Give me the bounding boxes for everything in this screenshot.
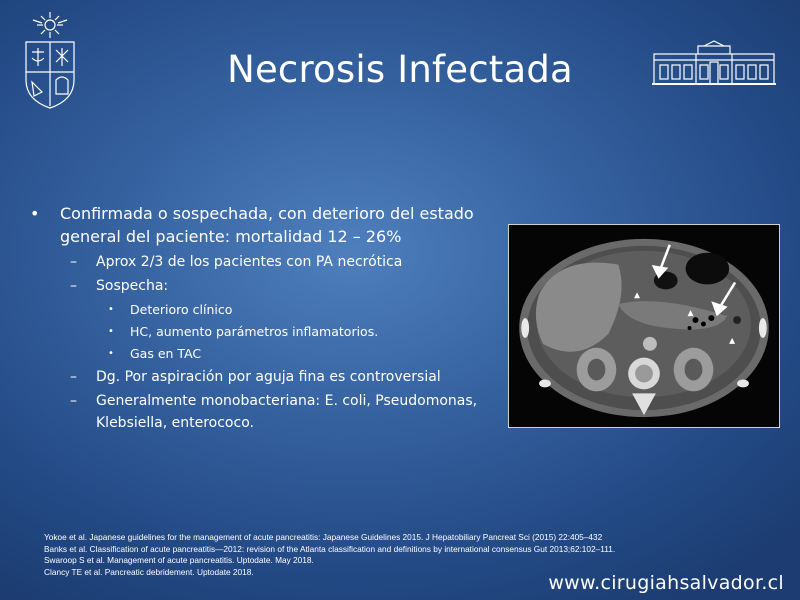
list-item bbox=[30, 275, 500, 297]
list-item bbox=[30, 202, 500, 248]
reference-line: Banks et al. Classification of acute pancreatitis—2012: revision of the Atlanta classification and definitions by international consensus Gut 2013;62:102–111. bbox=[44, 543, 616, 554]
dash-marker: – bbox=[70, 278, 77, 294]
bullet-marker: • bbox=[108, 348, 114, 359]
list-item-text: Confirmada o sospechada, con deterioro del estado general del paciente: mortalidad 12 – 26% bbox=[60, 204, 474, 246]
list-item-text: Aprox 2/3 de los pacientes con PA necrótica bbox=[96, 254, 403, 270]
bullet-marker: • bbox=[30, 204, 40, 223]
reference-line: Clancy TE et al. Pancreatic debridement. Uptodate 2018. bbox=[44, 566, 254, 577]
list-item-text: Deterioro clínico bbox=[130, 302, 233, 317]
list-item-text: Generalmente monobacteriana: E. coli, Pseudomonas, Klebsiella, enterococo. bbox=[96, 393, 478, 431]
reference-line: Swaroop S et al. Management of acute pancreatitis. Uptodate. May 2018. bbox=[44, 555, 314, 565]
list-item bbox=[30, 366, 500, 388]
reference-line: Yokoe et al. Japanese guidelines for the management of acute pancreatitis: Japanese Guidelines 2015. J Hepatobiliary Pancreat Sci (2015) 22:405–432 bbox=[44, 532, 603, 542]
list-item bbox=[30, 390, 500, 434]
list-item bbox=[30, 343, 500, 365]
list-item bbox=[30, 251, 500, 273]
slide-title: Necrosis Infectada bbox=[227, 48, 573, 91]
dash-marker: – bbox=[70, 254, 77, 270]
list-item-text: HC, aumento parámetros inflamatorios. bbox=[130, 324, 379, 339]
dash-marker: – bbox=[70, 369, 77, 385]
list-item-text: Gas en TAC bbox=[130, 346, 202, 361]
list-item bbox=[30, 299, 500, 321]
dash-marker: – bbox=[70, 393, 77, 409]
list-item-text: Dg. Por aspiración por aguja fina es controversial bbox=[96, 369, 441, 385]
bullet-marker: • bbox=[108, 326, 114, 337]
ct-scan-abdomen-image bbox=[508, 224, 780, 428]
website-url: www.cirugiahsalvador.cl bbox=[548, 572, 784, 594]
list-item-text: Sospecha: bbox=[96, 278, 169, 294]
list-item bbox=[30, 321, 500, 343]
bullet-list bbox=[30, 202, 500, 436]
bullet-marker: • bbox=[108, 304, 114, 315]
